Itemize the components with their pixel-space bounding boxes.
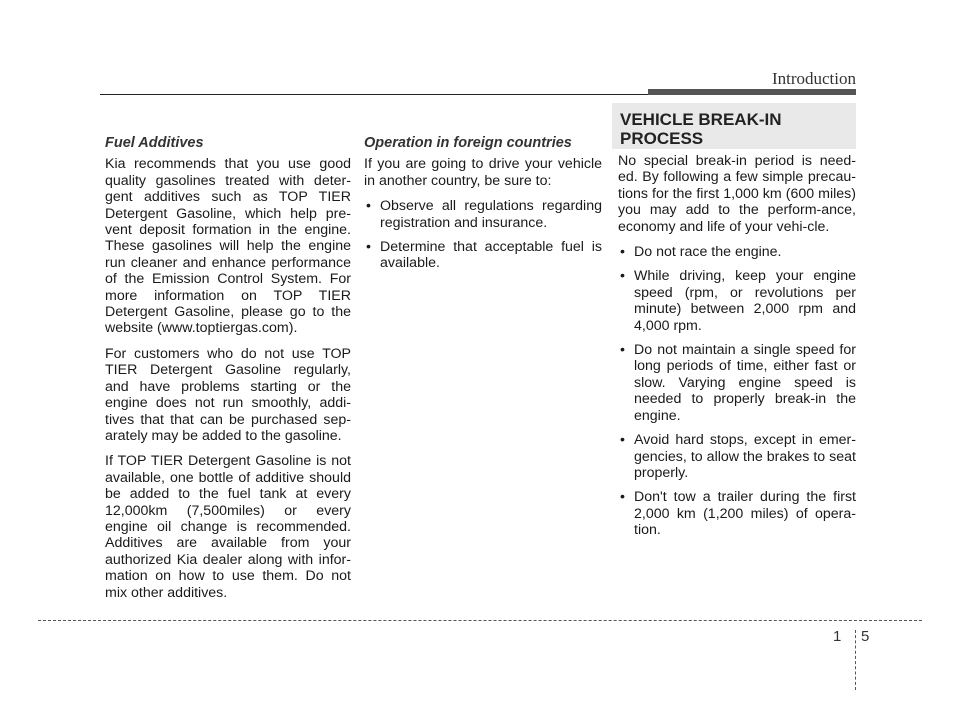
list-item: • Observe all regulations regarding registration and insurance. — [364, 198, 602, 231]
list-item: • Determine that acceptable fuel is available. — [364, 239, 602, 272]
foreign-countries-list — [364, 198, 602, 272]
footer-divider — [855, 630, 856, 690]
column-foreign-countries — [364, 135, 602, 280]
footer-rule — [38, 620, 922, 621]
column-break-in — [618, 153, 856, 547]
foreign-countries-intro: If you are going to drive your vehicle in another country, be sure to: — [364, 156, 602, 189]
fuel-additives-paragraph-1: Kia recommends that you use good quality gasolines treated with deter-gent additives such as TOP TIER Detergent Gasoline, which help pre-vent deposit formation in the engine. These gasolines will help the engine run cleaner and enhance performance of the Emission Control System. For more information on TOP TIER Detergent Gasoline, please go to the website (www.toptiergas.com). — [105, 156, 351, 337]
chapter-title: Introduction — [771, 69, 856, 88]
list-item: • Avoid hard stops, except in emer-gencies, to allow the brakes to seat properly. — [618, 432, 856, 481]
header-accent-bar — [648, 89, 856, 95]
list-item: • Do not race the engine. — [618, 244, 856, 260]
break-in-section-heading: VEHICLE BREAK-IN PROCESS — [620, 110, 782, 148]
column-fuel-additives — [105, 135, 351, 610]
list-item: • Don't tow a trailer during the first 2,000 km (1,200 miles) of opera-tion. — [618, 489, 856, 538]
fuel-additives-paragraph-2: For customers who do not use TOP TIER Detergent Gasoline regularly, and have problems starting or the engine does not run smoothly, addi-tives that that can be purchased sep-arately may be added to the gasoline. — [105, 345, 351, 444]
fuel-additives-heading: Fuel Additives — [105, 135, 204, 151]
break-in-intro: No special break-in period is need-ed. By following a few simple precau-tions for the first 1,000 km (600 miles) you may add to the perform-ance, economy and life of your vehi-cle. — [618, 153, 856, 235]
break-in-list — [618, 244, 856, 539]
chapter-number: 1 — [833, 628, 842, 645]
list-item: • Do not maintain a single speed for long periods of time, either fast or slow. Varying engine speed is needed to properly break-in the engine. — [618, 342, 856, 424]
foreign-countries-heading: Operation in foreign countries — [364, 135, 572, 151]
page-number: 5 — [861, 628, 870, 645]
list-item: • While driving, keep your engine speed (rpm, or revolutions per minute) between 2,000 rpm and 4,000 rpm. — [618, 268, 856, 334]
fuel-additives-paragraph-3: If TOP TIER Detergent Gasoline is not available, one bottle of additive should be added to the fuel tank at every 12,000km (7,500miles) or every engine oil change is recommended. Additives are available from your authorized Kia dealer along with infor-mation on how to use them. Do not mix other additives. — [105, 453, 351, 601]
